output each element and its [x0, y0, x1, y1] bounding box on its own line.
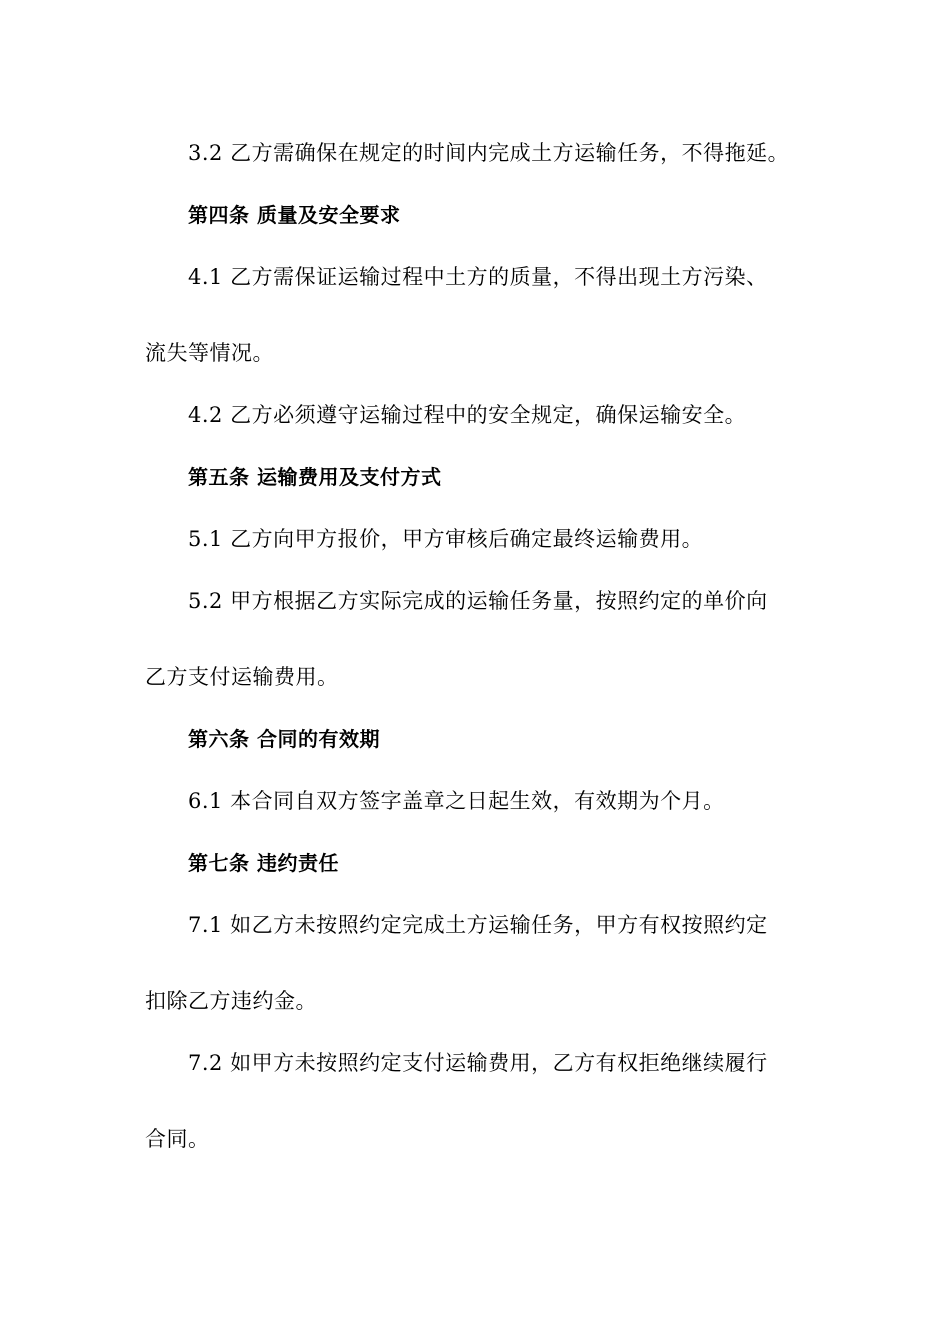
article-7-heading: 第七条 违约责任 — [188, 851, 339, 875]
clause-4-2: 4.2 乙方必须遵守运输过程中的安全规定，确保运输安全。 — [188, 403, 747, 427]
clause-6-1: 6.1 本合同自双方签字盖章之日起生效，有效期为个月。 — [188, 789, 725, 813]
article-4-heading: 第四条 质量及安全要求 — [188, 203, 401, 227]
article-6-heading: 第六条 合同的有效期 — [188, 727, 380, 751]
clause-5-1: 5.1 乙方向甲方报价，甲方审核后确定最终运输费用。 — [188, 527, 704, 551]
clause-7-2: 7.2 如甲方未按照约定支付运输费用，乙方有权拒绝继续履行 — [188, 1051, 768, 1075]
clause-5-2: 5.2 甲方根据乙方实际完成的运输任务量，按照约定的单价向 — [188, 589, 768, 613]
article-5-heading: 第五条 运输费用及支付方式 — [188, 465, 442, 489]
clause-7-1-continued: 扣除乙方违约金。 — [145, 989, 317, 1013]
clause-3-2: 3.2 乙方需确保在规定的时间内完成土方运输任务，不得拖延。 — [188, 141, 790, 165]
clause-4-1-continued: 流失等情况。 — [145, 341, 274, 365]
clause-5-2-continued: 乙方支付运输费用。 — [145, 665, 339, 689]
clause-7-1: 7.1 如乙方未按照约定完成土方运输任务，甲方有权按照约定 — [188, 913, 768, 937]
clause-4-1: 4.1 乙方需保证运输过程中土方的质量，不得出现土方污染、 — [188, 265, 768, 289]
clause-7-2-continued: 合同。 — [145, 1127, 210, 1151]
